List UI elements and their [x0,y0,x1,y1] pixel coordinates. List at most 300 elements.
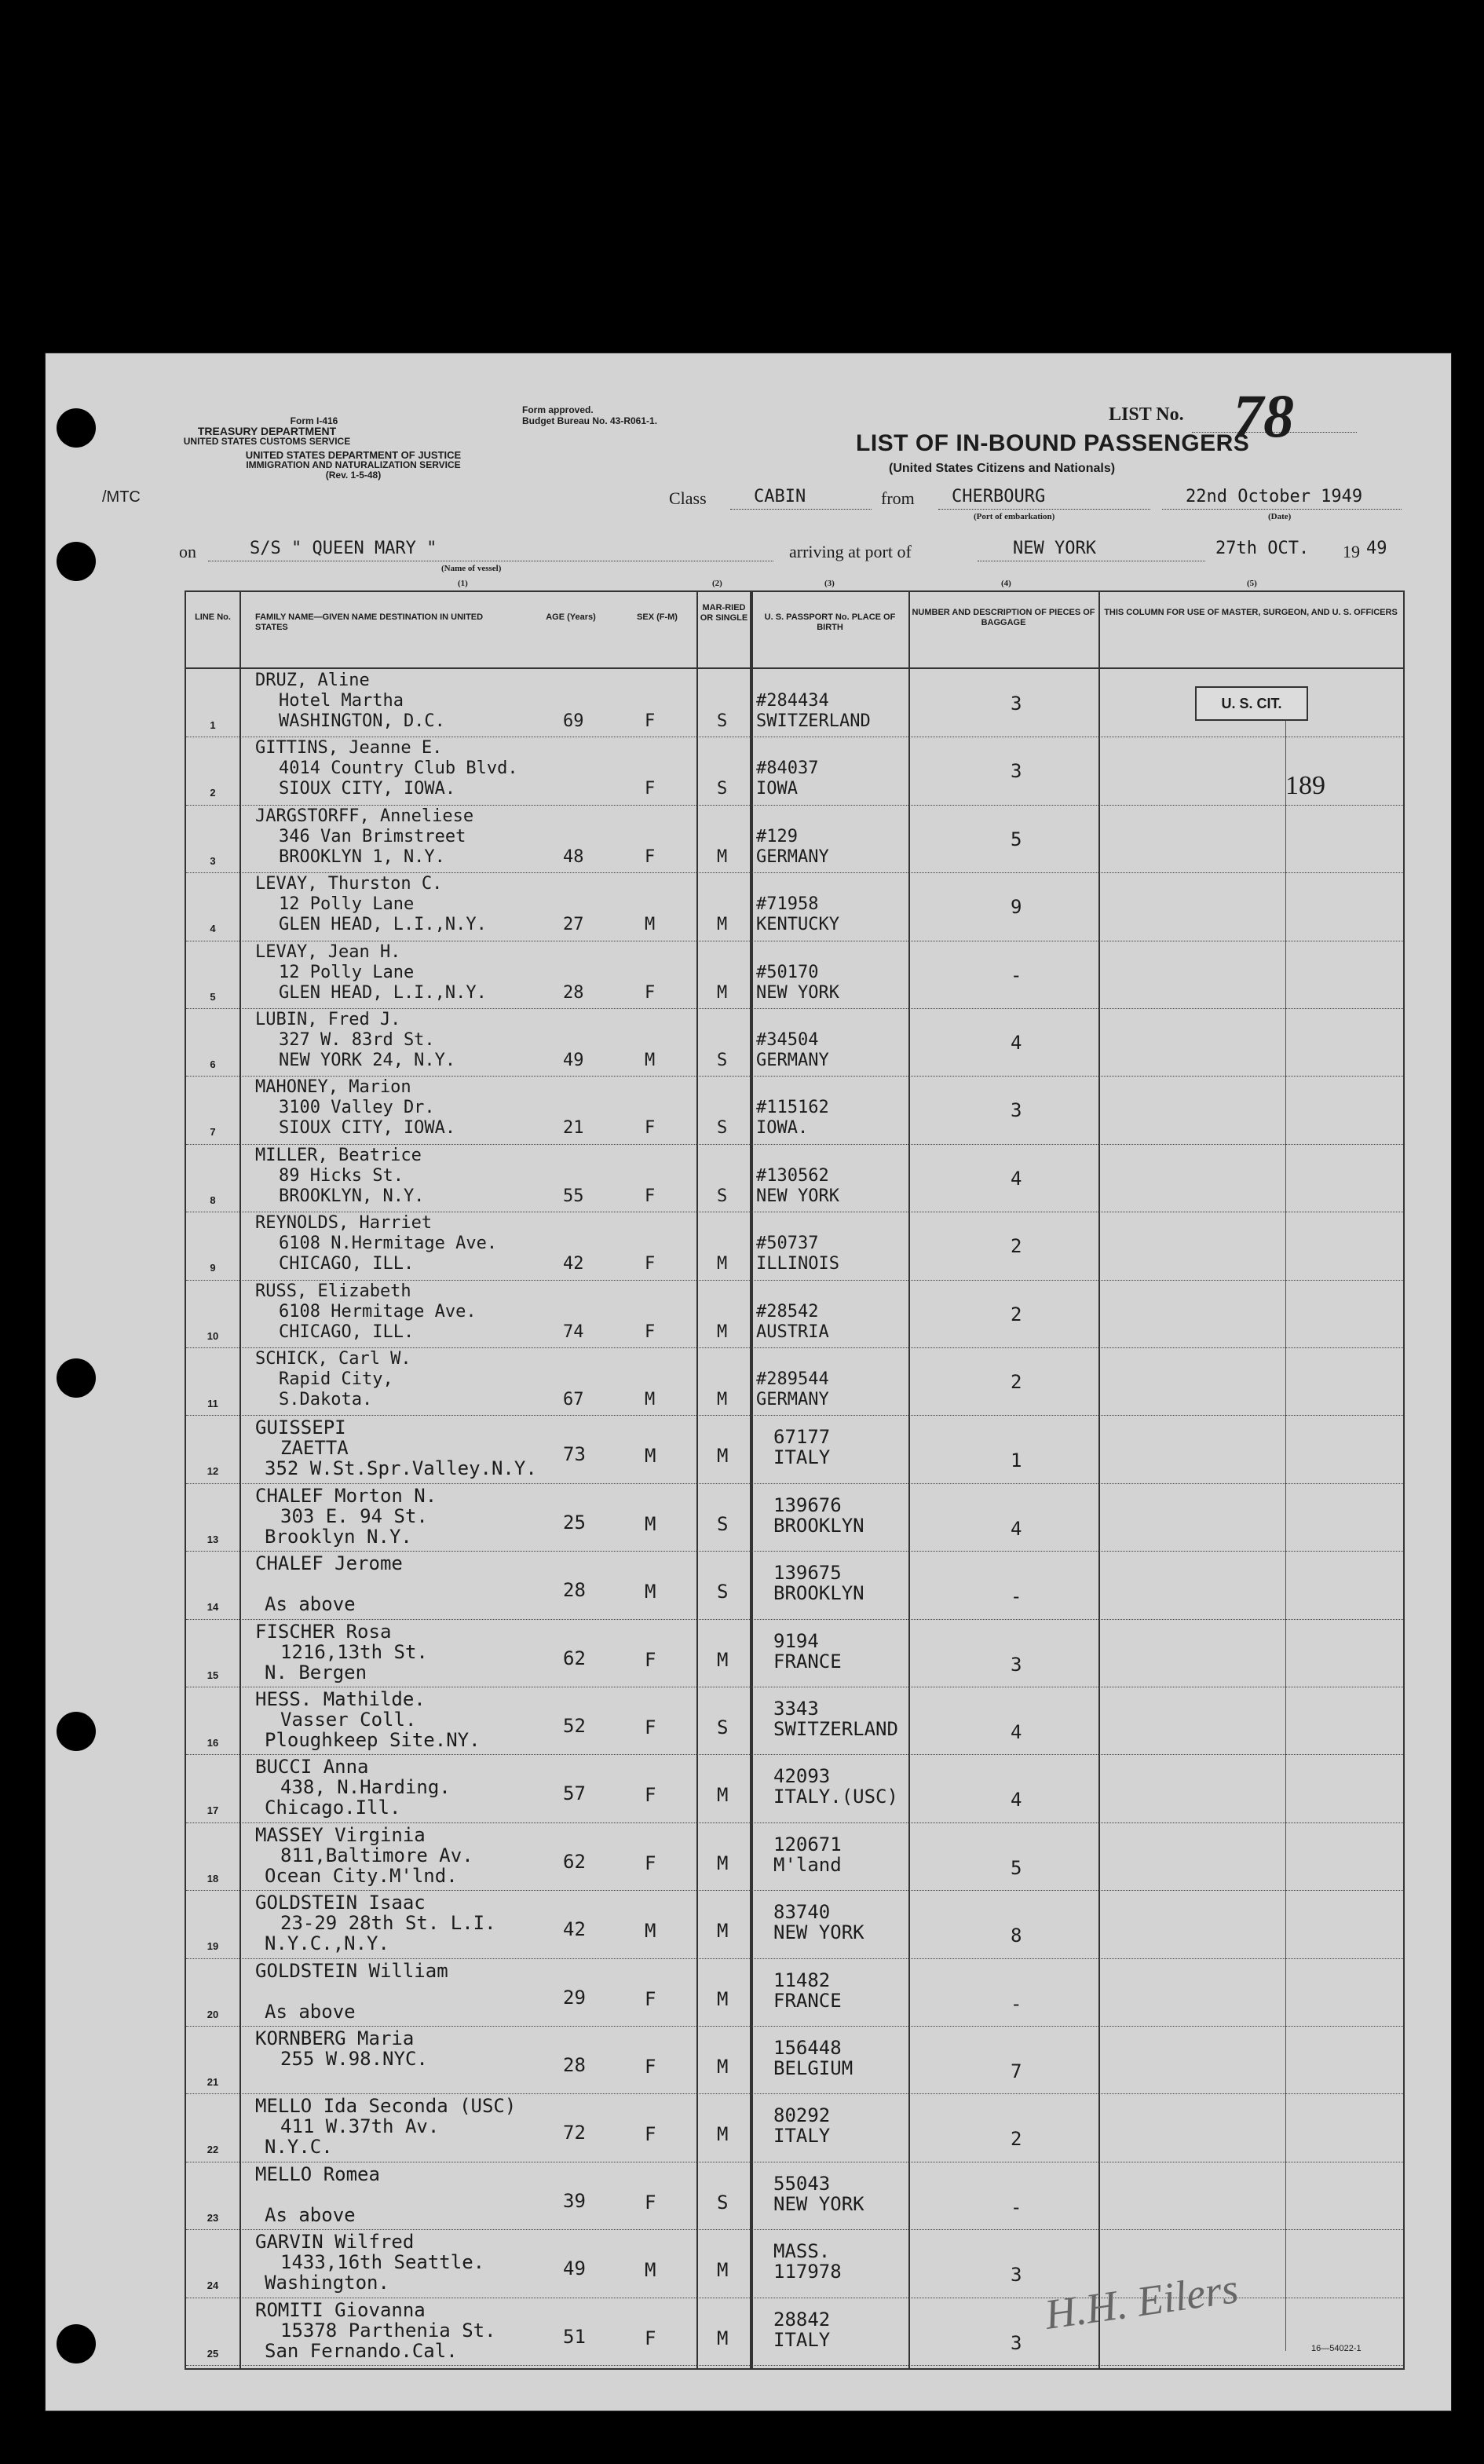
passport-number: #50170 [756,962,819,982]
marital-cell: M [717,1852,729,1874]
tally-count: 189 [1285,771,1325,800]
line-number: 5 [210,990,216,1003]
passenger-name: REYNOLDS, Harriet [255,1213,433,1234]
sex-cell: F [645,1322,656,1342]
address-line: 23-29 28th St. L.I. [280,1912,496,1935]
baggage-count: 4 [1011,1517,1022,1540]
passenger-name: GOLDSTEIN William [255,1959,448,1982]
col-num-5: (5) [1247,579,1257,588]
age-cell: 28 [563,982,584,1003]
line-number: 15 [207,1669,219,1681]
sex-cell: M [645,1051,656,1070]
treasury-department: TREASURY DEPARTMENT [197,425,337,437]
passport-number: #115162 [756,1098,829,1118]
baggage-count: 3 [1011,693,1022,715]
address-line: 12 Polly Lane [279,962,415,982]
passport-number: #84037 [756,759,819,779]
passport-number: 67177 [773,1426,831,1449]
form-number: Form I-416 [290,415,338,426]
marital-cell: M [717,1322,728,1342]
marital-cell: M [717,1987,729,2010]
place-of-birth: ITALY [773,2328,831,2351]
sex-cell: F [645,1648,656,1671]
footer-form-number: 16—54022-1 [1311,2344,1362,2353]
sex-cell: F [645,1852,656,1874]
baggage-count: 3 [1011,1099,1022,1122]
col-num-4: (4) [1001,579,1011,588]
marital-cell: S [717,711,728,731]
punch-hole [57,1358,96,1398]
arriving-label: arriving at port of [789,542,912,561]
marital-cell: M [717,1648,729,1671]
form-header-justice [173,450,534,481]
col-head-officers: THIS COLUMN FOR USE OF MASTER, SURGEON, AND U. S. OFFICERS [1104,608,1398,617]
from-label: from [881,488,915,508]
passenger-name: CHALEF Jerome [255,1552,403,1575]
sex-cell: M [645,1581,656,1603]
table-row [186,1687,1403,1755]
side-mark: /MTC [102,488,141,506]
age-cell: 27 [563,915,584,935]
passenger-name: MASSEY Virginia [255,1823,426,1846]
address-line: ZAETTA [280,1437,349,1460]
age-cell: 52 [563,1715,586,1737]
place-of-birth: GERMANY [756,846,829,867]
marital-cell: M [717,1784,729,1807]
place-of-birth: GERMANY [756,1051,829,1070]
punch-hole [57,408,96,448]
destination: As above [265,1593,356,1616]
destination: BROOKLYN, N.Y. [279,1186,425,1206]
table-row [186,1415,1403,1483]
place-of-birth: M'land [773,1853,842,1876]
form-subtitle: (United States Citizens and Nationals) [889,462,1116,475]
from-value: CHERBOURG [952,487,1046,506]
sex-cell: F [645,2191,656,2214]
date-underline [1162,509,1402,510]
destination: SIOUX CITY, IOWA. [279,1118,456,1139]
baggage-count: 8 [1011,1925,1022,1947]
form-revision: (Rev. 1-5-48) [325,470,382,481]
marital-cell: M [717,982,728,1003]
passport-number: 120671 [773,1833,842,1855]
line-number: 4 [210,923,216,935]
marital-cell: M [717,915,728,935]
passenger-name: RUSS, Elizabeth [255,1281,411,1301]
passport-number: 139675 [773,1562,842,1585]
passport-number: 55043 [773,2172,831,2195]
place-of-birth: KENTUCKY [756,915,839,935]
address-line: 6108 Hermitage Ave. [279,1301,477,1322]
table-row [186,2162,1403,2230]
destination: CHICAGO, ILL. [279,1322,415,1342]
passenger-name: LEVAY, Thurston C. [255,874,443,894]
age-cell: 28 [563,2054,586,2076]
address-line: 3100 Valley Dr. [279,1098,435,1118]
passenger-name: SCHICK, Carl W. [255,1349,411,1369]
sex-cell: M [645,915,656,935]
passport-number: 83740 [773,1901,831,1924]
baggage-count: 7 [1011,2060,1022,2082]
place-of-birth: BROOKLYN [773,1514,864,1537]
passport-number: 42093 [773,1765,831,1788]
line-number: 25 [207,2347,219,2360]
arrival-date: 27th OCT. [1215,539,1310,558]
place-of-birth: SWITZERLAND [756,711,871,731]
passenger-name: HESS. Mathilde. [255,1688,426,1710]
age-cell: 49 [563,2257,586,2280]
place-of-birth: 117978 [773,2261,842,2283]
address-line: 303 E. 94 St. [280,1504,428,1527]
sex-cell: F [645,1784,656,1807]
form-approval [522,404,657,426]
sex-cell: F [645,1716,656,1738]
address-line: 411 W.37th Av. [280,2115,440,2138]
line-number: 17 [207,1804,219,1817]
sex-cell: M [645,1445,656,1468]
age-cell: 67 [563,1390,584,1409]
table-row [186,941,1403,1009]
marital-cell: S [717,1581,729,1603]
passenger-name: GARVIN Wilfred [255,2231,415,2254]
baggage-count: 4 [1011,1789,1022,1811]
baggage-count: - [1011,963,1022,986]
on-label: on [179,542,196,561]
destination: SIOUX CITY, IOWA. [279,779,456,799]
passport-number: #34504 [756,1030,819,1050]
line-number: 3 [210,854,216,867]
sex-cell: M [645,1390,656,1409]
marital-cell: S [717,1716,729,1738]
line-number: 24 [207,2279,219,2292]
sex-cell: F [645,2327,656,2349]
age-cell: 42 [563,1918,586,1941]
place-of-birth: NEW YORK [773,2192,864,2215]
destination: As above [265,2203,356,2226]
destination: Ocean City.M'lnd. [265,1864,458,1887]
table-row [186,1619,1403,1687]
age-cell: 21 [563,1118,584,1139]
vessel-label: (Name of vessel) [441,564,502,573]
address-line: 6108 N.Hermitage Ave. [279,1234,498,1254]
passenger-name: BUCCI Anna [255,1756,369,1779]
place-of-birth: GERMANY [756,1390,829,1409]
date-value: 22nd October 1949 [1186,487,1363,506]
place-of-birth: SWITZERLAND [773,1718,898,1740]
line-number: 16 [207,1737,219,1749]
arrival-port: NEW YORK [1013,539,1096,558]
destination: Chicago.Ill. [265,1797,401,1819]
age-cell: 28 [563,1579,586,1602]
marital-cell: S [717,779,728,799]
marital-cell: M [717,1390,728,1409]
passport-number: #71958 [756,894,819,915]
passport-number: 80292 [773,2104,831,2127]
passenger-name: FISCHER Rosa [255,1620,392,1643]
line-number: 1 [210,719,216,731]
line-number: 8 [210,1194,216,1206]
baggage-count: 3 [1011,760,1022,783]
passport-number: 9194 [773,1629,819,1652]
table-row [186,1280,1403,1348]
address-line: 346 Van Brimstreet [279,826,466,846]
table-row [186,1347,1403,1416]
passport-number: #284434 [756,691,829,711]
table-row [186,1212,1403,1280]
baggage-count: 3 [1011,2331,1022,2354]
passenger-name: GITTINS, Jeanne E. [255,738,443,759]
destination: 352 W.St.Spr.Valley.N.Y. [265,1457,537,1480]
passenger-name: LEVAY, Jean H. [255,941,401,962]
destination: Ploughkeep Site.NY. [265,1729,481,1751]
line-number: 21 [207,2076,219,2088]
marital-cell: S [717,2191,729,2214]
baggage-count: 5 [1011,828,1022,850]
baggage-count: 3 [1011,2264,1022,2287]
baggage-count: 4 [1011,1721,1022,1743]
marital-cell: M [717,846,728,867]
line-number: 14 [207,1601,219,1614]
class-value: CABIN [754,487,806,506]
age-cell: 29 [563,1986,586,2009]
line-number: 12 [207,1465,219,1478]
marital-cell: M [717,2123,729,2146]
form-header-treasury [126,416,408,447]
marital-cell: S [717,1051,728,1070]
address-line: Vasser Coll. [280,1709,417,1731]
place-of-birth: NEW YORK [756,1186,839,1206]
sex-cell: F [645,1118,656,1139]
place-of-birth: IOWA [756,779,798,799]
destination: WASHINGTON, D.C. [279,711,445,731]
line-number: 20 [207,2008,219,2020]
baggage-count: 2 [1011,2128,1022,2151]
passenger-name: KORNBERG Maria [255,2027,415,2049]
table-row [186,1890,1403,1958]
baggage-count: 1 [1011,1450,1022,1472]
place-of-birth: FRANCE [773,1989,842,2012]
destination: San Fernando.Cal. [265,2339,458,2362]
sex-cell: F [645,2056,656,2078]
passenger-name: GOLDSTEIN Isaac [255,1892,426,1914]
marital-cell: S [717,1186,728,1206]
sex-cell: F [645,711,656,731]
line-number: 9 [210,1262,216,1274]
age-cell: 57 [563,1782,586,1805]
destination: Washington. [265,2272,389,2294]
place-of-birth: FRANCE [773,1650,842,1673]
line-number: 18 [207,1872,219,1885]
destination: GLEN HEAD, L.I.,N.Y. [279,915,487,935]
officer-signature: H.H. Eilers [1042,2265,1241,2338]
age-cell: 42 [563,1254,584,1274]
passenger-name: MELLO Ida Seconda (USC) [255,2095,517,2118]
passenger-name: DRUZ, Aline [255,671,370,690]
sex-cell: F [645,846,656,867]
passenger-name: MILLER, Beatrice [255,1145,422,1165]
table-row [186,1822,1403,1891]
baggage-count: - [1011,1585,1022,1608]
place-of-birth: ITALY.(USC) [773,1786,898,1808]
col-num-1: (1) [458,579,468,588]
sex-cell: F [645,1987,656,2010]
passenger-name: GUISSEPI [255,1417,346,1439]
baggage-count: 2 [1011,1303,1022,1325]
col-num-3: (3) [824,579,835,588]
arrival-year: 49 [1366,539,1387,558]
address-line: 4014 Country Club Blvd. [279,759,518,779]
passenger-name: MELLO Romea [255,2162,380,2185]
destination: N. Bergen [265,1661,367,1683]
baggage-count: 2 [1011,1371,1022,1393]
col-head-sex: SEX (F-M) [637,612,678,622]
sex-cell: F [645,2123,656,2146]
place-of-birth: NEW YORK [756,982,839,1003]
passport-number: #289544 [756,1369,829,1389]
line-number: 23 [207,2211,219,2224]
us-cit-stamp: U. S. CIT. [1195,686,1308,721]
table-row [186,2093,1403,2162]
sex-cell: M [645,1920,656,1943]
marital-cell: S [717,1512,729,1535]
line-number: 22 [207,2144,219,2156]
passport-number: #129 [756,826,798,846]
sex-cell: F [645,1254,656,1274]
baggage-count: 9 [1011,896,1022,919]
destination: CHICAGO, ILL. [279,1254,415,1274]
destination: As above [265,2000,356,2023]
address-line: 12 Polly Lane [279,894,415,915]
passport-number: 11482 [773,1969,831,1991]
punch-hole [57,1712,96,1751]
table-row [186,1551,1403,1619]
col-head-age: AGE (Years) [546,612,596,622]
line-number: 2 [210,787,216,799]
address-line: 438, N.Harding. [280,1776,451,1799]
table-row [186,872,1403,941]
marital-cell: M [717,2056,729,2078]
passenger-name: LUBIN, Fred J. [255,1010,401,1029]
baggage-count: 4 [1011,1167,1022,1190]
age-cell: 62 [563,1850,586,1873]
place-of-birth: ITALY [773,1446,831,1469]
place-of-birth: BELGIUM [773,2057,853,2079]
arrival-year-prefix: 19 [1343,542,1360,561]
age-cell: 49 [563,1051,584,1070]
baggage-count: 4 [1011,1032,1022,1054]
passport-number: #130562 [756,1165,829,1186]
passenger-table [185,590,1405,2370]
destination: N.Y.C. [265,2136,333,2159]
vessel-value: S/S " QUEEN MARY " [250,539,437,558]
list-no-label: LIST No. [1109,404,1184,425]
line-number: 7 [210,1126,216,1139]
table-row [186,1483,1403,1552]
sex-cell: M [645,2259,656,2282]
col-head-line: LINE No. [195,612,231,622]
col-head-passport: U. S. PASSPORT No. PLACE OF BIRTH [764,612,896,632]
line-number: 19 [207,1940,219,1953]
age-cell: 73 [563,1443,586,1466]
address-line: 89 Hicks St. [279,1165,404,1186]
table-row [186,1754,1403,1822]
table-row [186,1958,1403,2027]
destination: NEW YORK 24, N.Y. [279,1051,456,1070]
line-number: 6 [210,1058,216,1070]
passport-number: 3343 [773,1698,819,1720]
place-of-birth: NEW YORK [773,1921,864,1944]
punch-hole [57,2324,96,2363]
age-cell: 74 [563,1322,584,1342]
address-line: Hotel Martha [279,691,404,711]
justice-department: UNITED STATES DEPARTMENT OF JUSTICE [245,449,462,461]
address-line: 1433,16th Seattle. [280,2251,485,2274]
marital-cell: M [717,1920,729,1943]
ins-service: IMMIGRATION AND NATURALIZATION SERVICE [246,459,461,470]
punch-hole [57,542,96,581]
address-line: Rapid City, [279,1369,393,1389]
date-label: (Date) [1268,512,1292,521]
baggage-count: - [1011,2195,1022,2218]
form-approved: Form approved. [522,404,594,415]
age-cell: 72 [563,2122,586,2144]
destination: Brooklyn N.Y. [265,1525,412,1548]
age-cell: 25 [563,1511,586,1534]
marital-cell: M [717,1445,729,1468]
marital-cell: M [717,2327,729,2349]
table-row [186,1008,1403,1077]
age-cell: 39 [563,2189,586,2212]
age-cell: 51 [563,2325,586,2348]
passenger-name: ROMITI Giovanna [255,2298,426,2321]
table-row [186,737,1403,805]
passport-number: #28542 [756,1301,819,1322]
place-of-birth: ITALY [773,2125,831,2148]
table-row [186,2026,1403,2094]
sex-cell: F [645,779,656,799]
customs-service: UNITED STATES CUSTOMS SERVICE [183,436,351,447]
passport-number: #50737 [756,1234,819,1254]
sex-cell: F [645,982,656,1003]
place-of-birth: IOWA. [756,1118,809,1139]
place-of-birth: AUSTRIA [756,1322,829,1342]
address-line: 255 W.98.NYC. [280,2048,428,2070]
age-cell: 62 [563,1647,586,1669]
age-cell: 55 [563,1186,584,1206]
col-head-baggage: NUMBER AND DESCRIPTION OF PIECES OF BAGGAGE [912,608,1095,627]
baggage-count: 3 [1011,1653,1022,1676]
line-number: 13 [207,1533,219,1545]
marital-cell: M [717,1254,728,1274]
marital-cell: S [717,1118,728,1139]
age-cell: 69 [563,711,584,731]
passenger-name: JARGSTORFF, Anneliese [255,806,474,826]
class-underline [730,509,872,510]
passport-number: 156448 [773,2037,842,2059]
baggage-count: 2 [1011,1235,1022,1258]
line-number: 10 [207,1329,219,1342]
col-num-2: (2) [712,579,722,588]
passenger-name: MAHONEY, Marion [255,1077,411,1098]
passenger-name: CHALEF Morton N. [255,1484,437,1507]
passport-number: 139676 [773,1493,842,1516]
table-row [186,1144,1403,1212]
col-head-name: FAMILY NAME—GIVEN NAME DESTINATION IN UNITED STATES [255,612,484,632]
line-number: 11 [207,1398,218,1409]
destination: N.Y.C.,N.Y. [265,1932,389,1955]
class-label: Class [669,488,707,508]
col-head-married: MAR-RIED OR SINGLE [700,603,748,623]
